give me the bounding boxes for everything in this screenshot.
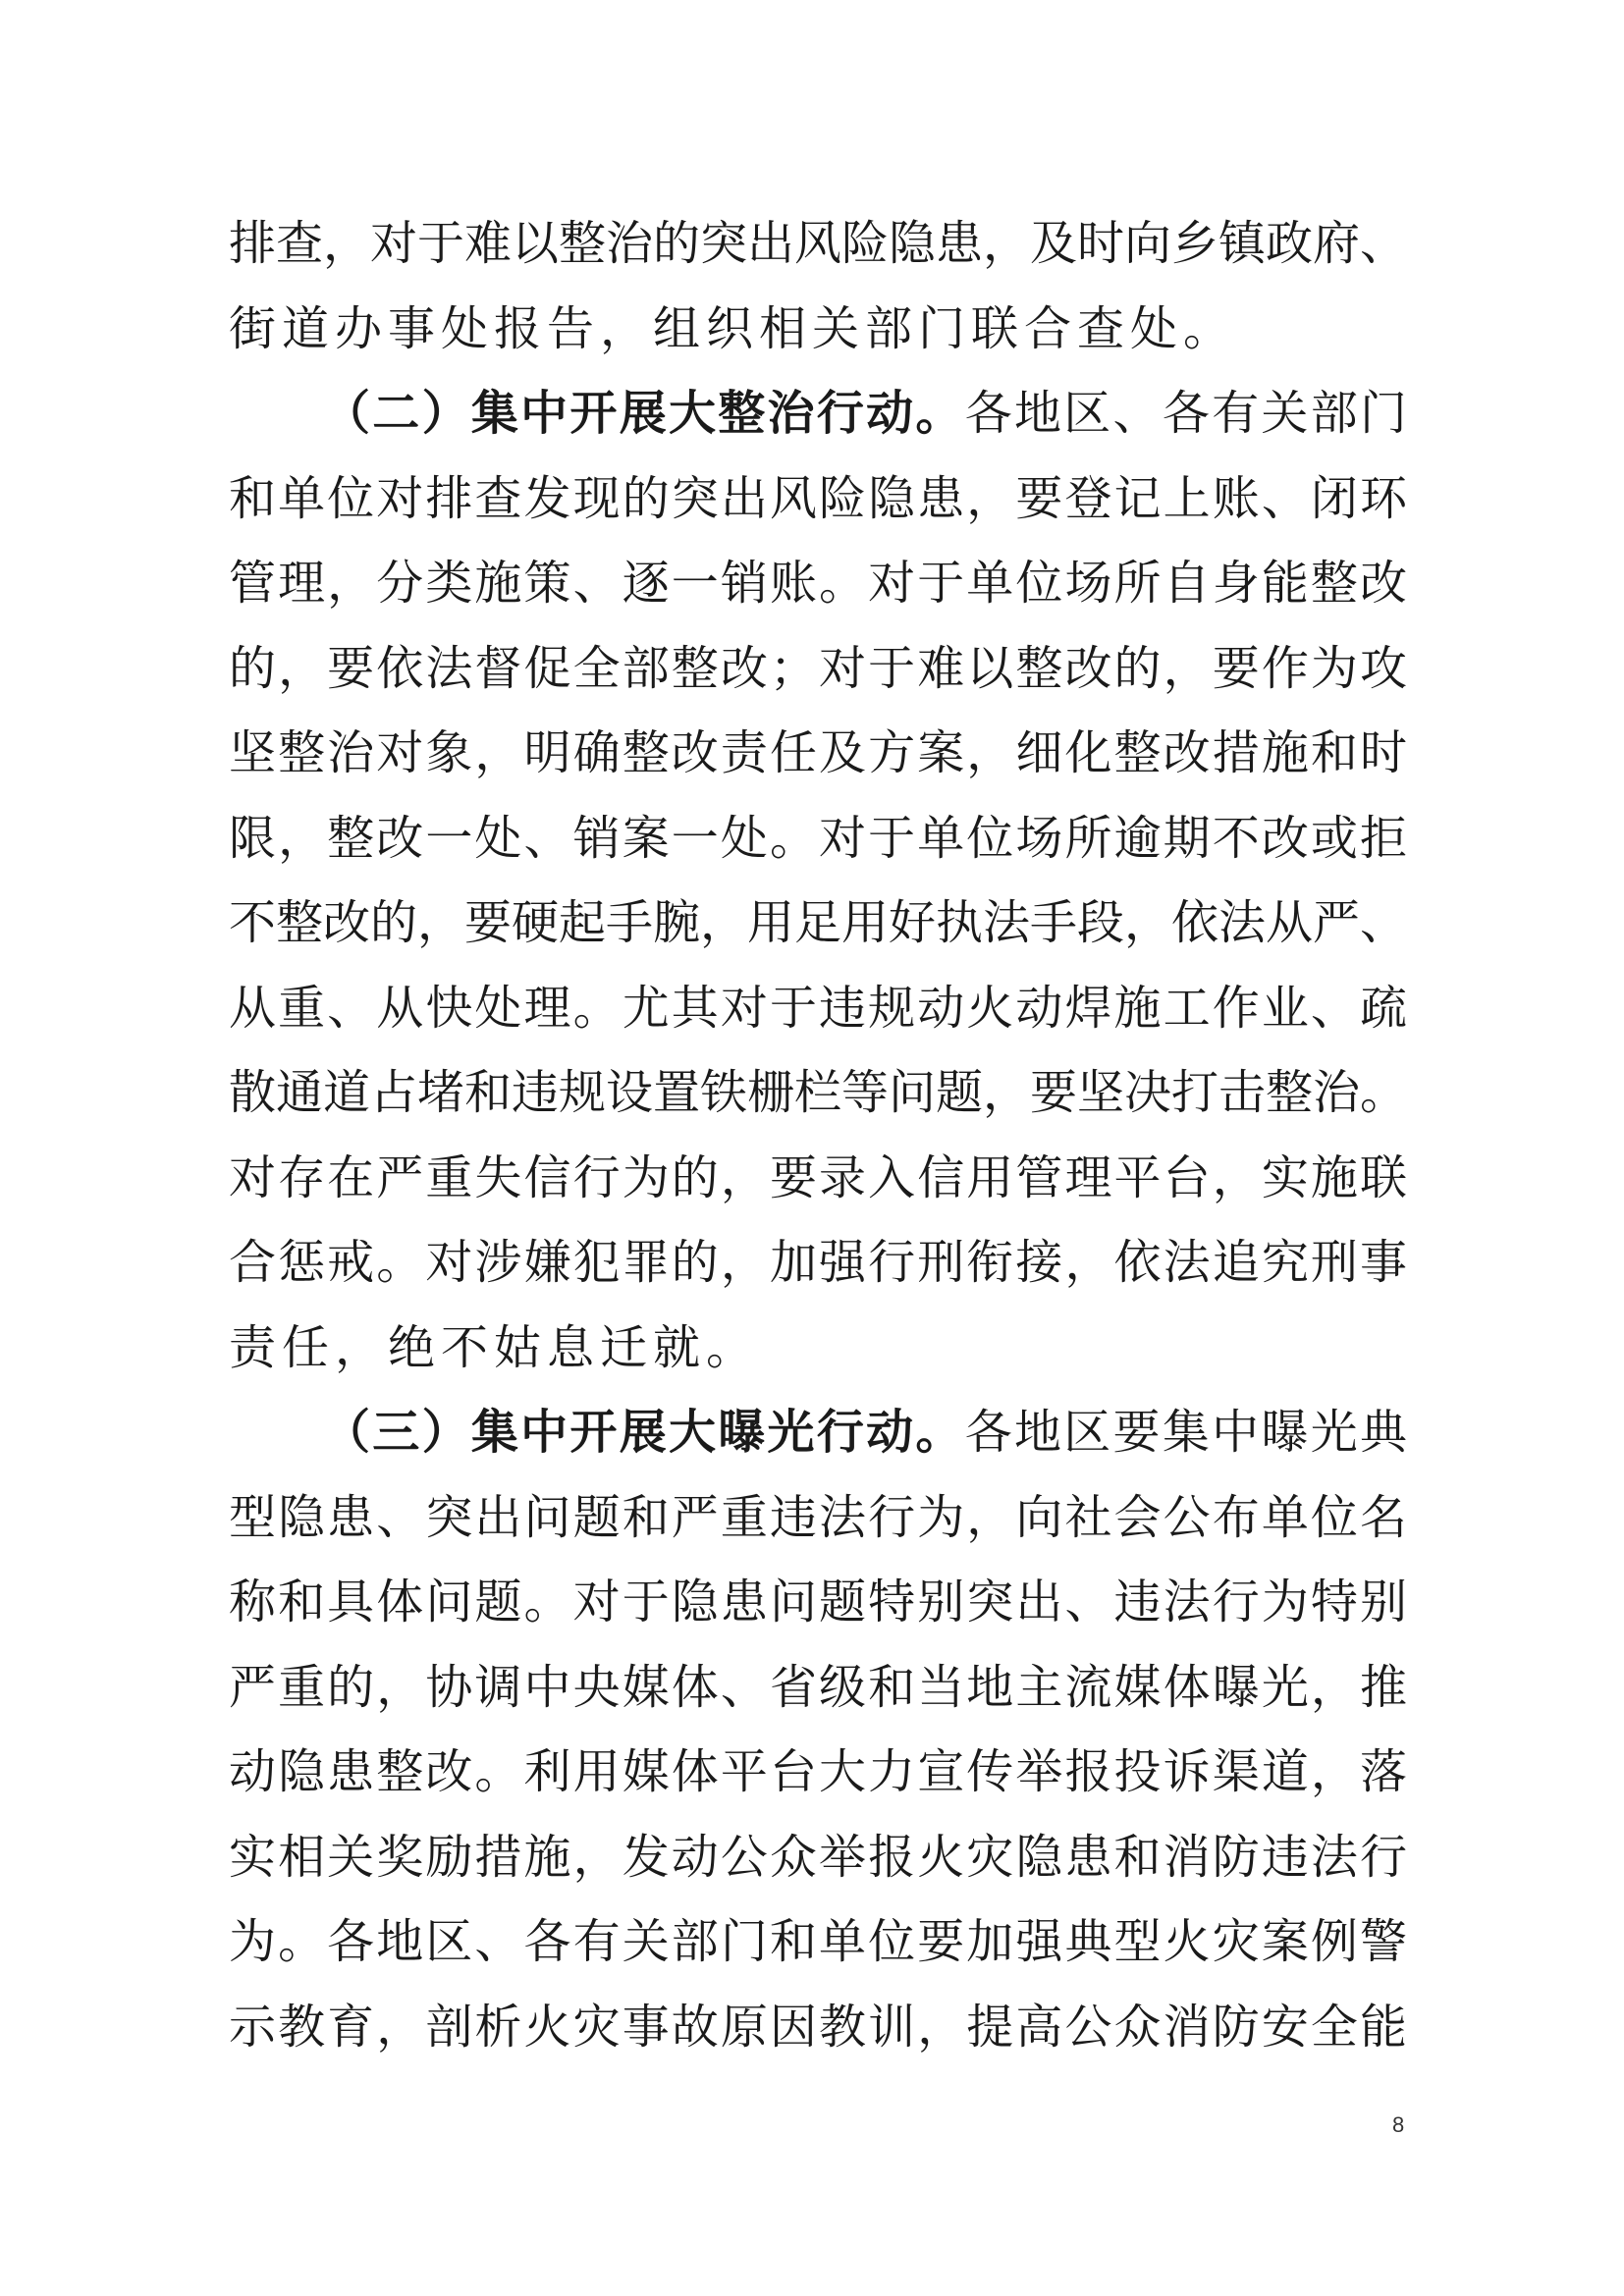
line-text: 责任，绝不姑息迁就。 <box>229 1319 760 1375</box>
text-line <box>229 1306 1407 1391</box>
line-text: 坚整治对象，明确整改责任及方案，细化整改措施和时 <box>229 725 1407 780</box>
body-text <box>229 201 1407 2069</box>
text-line <box>229 1475 1407 1561</box>
line-text: 各地区、各有关部门 <box>964 386 1407 441</box>
line-text: 对存在严重失信行为的，要录入信用管理平台，实施联 <box>229 1149 1407 1205</box>
section-heading: （二）集中开展大整治行动。 <box>323 386 965 441</box>
line-text: 管理，分类施策、逐一销账。对于单位场所自身能整改 <box>229 556 1407 611</box>
line-text: 街道办事处报告，组织相关部门联合查处。 <box>229 300 1237 356</box>
text-line <box>229 1050 1407 1136</box>
text-line <box>229 1645 1407 1731</box>
line-text: 动隐患整改。利用媒体平台大力宣传举报投诉渠道，落 <box>229 1744 1407 1799</box>
line-text: 不整改的，要硬起手腕，用足用好执法手段，依法从严、 <box>229 895 1408 950</box>
line-text: 合惩戒。对涉嫌犯罪的，加强行刑衔接，依法追究刑事 <box>229 1235 1407 1290</box>
text-line <box>229 711 1407 796</box>
line-text: 排查，对于难以整治的突出风险隐患，及时向乡镇政府、 <box>229 216 1408 271</box>
section-heading: （三）集中开展大曝光行动。 <box>323 1405 965 1460</box>
line-text: 称和具体问题。对于隐患问题特别突出、违法行为特别 <box>229 1575 1407 1629</box>
text-line <box>229 1730 1407 1815</box>
line-text: 散通道占堵和违规设置铁栅栏等问题，要坚决打击整治。 <box>229 1065 1408 1120</box>
page-number: 8 <box>1392 2112 1405 2137</box>
line-text: 各地区要集中曝光典 <box>964 1405 1407 1460</box>
line-text: 从重、从快处理。尤其对于违规动火动焊施工作业、疏 <box>229 980 1407 1036</box>
line-text: 实相关奖励措施，发动公众举报火灾隐患和消防违法行 <box>229 1829 1407 1885</box>
text-line <box>229 626 1407 712</box>
text-line <box>229 1560 1407 1645</box>
text-line <box>229 1136 1407 1221</box>
line-text: 的，要依法督促全部整改；对于难以整改的，要作为攻 <box>229 640 1407 696</box>
line-text: 型隐患、突出问题和严重违法行为，向社会公布单位名 <box>229 1489 1407 1545</box>
text-line <box>229 201 1407 287</box>
line-text: 限，整改一处、销案一处。对于单位场所逾期不改或拒 <box>229 810 1407 866</box>
text-line <box>229 371 1407 456</box>
text-line <box>229 966 1407 1051</box>
text-line <box>229 1815 1407 1900</box>
text-line <box>229 287 1407 372</box>
text-line <box>229 541 1407 626</box>
line-text: 和单位对排查发现的突出风险隐患，要登记上账、闭环 <box>229 470 1407 526</box>
text-line <box>229 796 1407 881</box>
line-text: 严重的，协调中央媒体、省级和当地主流媒体曝光，推 <box>229 1659 1407 1715</box>
text-line <box>229 1220 1407 1306</box>
line-text: 为。各地区、各有关部门和单位要加强典型火灾案例警 <box>229 1914 1407 1969</box>
text-line <box>229 456 1407 542</box>
line-text: 示教育，剖析火灾事故原因教训，提高公众消防安全能 <box>229 1999 1407 2055</box>
text-line <box>229 1985 1407 2070</box>
text-line <box>229 1899 1407 1985</box>
text-line <box>229 1390 1407 1475</box>
text-line <box>229 881 1407 966</box>
